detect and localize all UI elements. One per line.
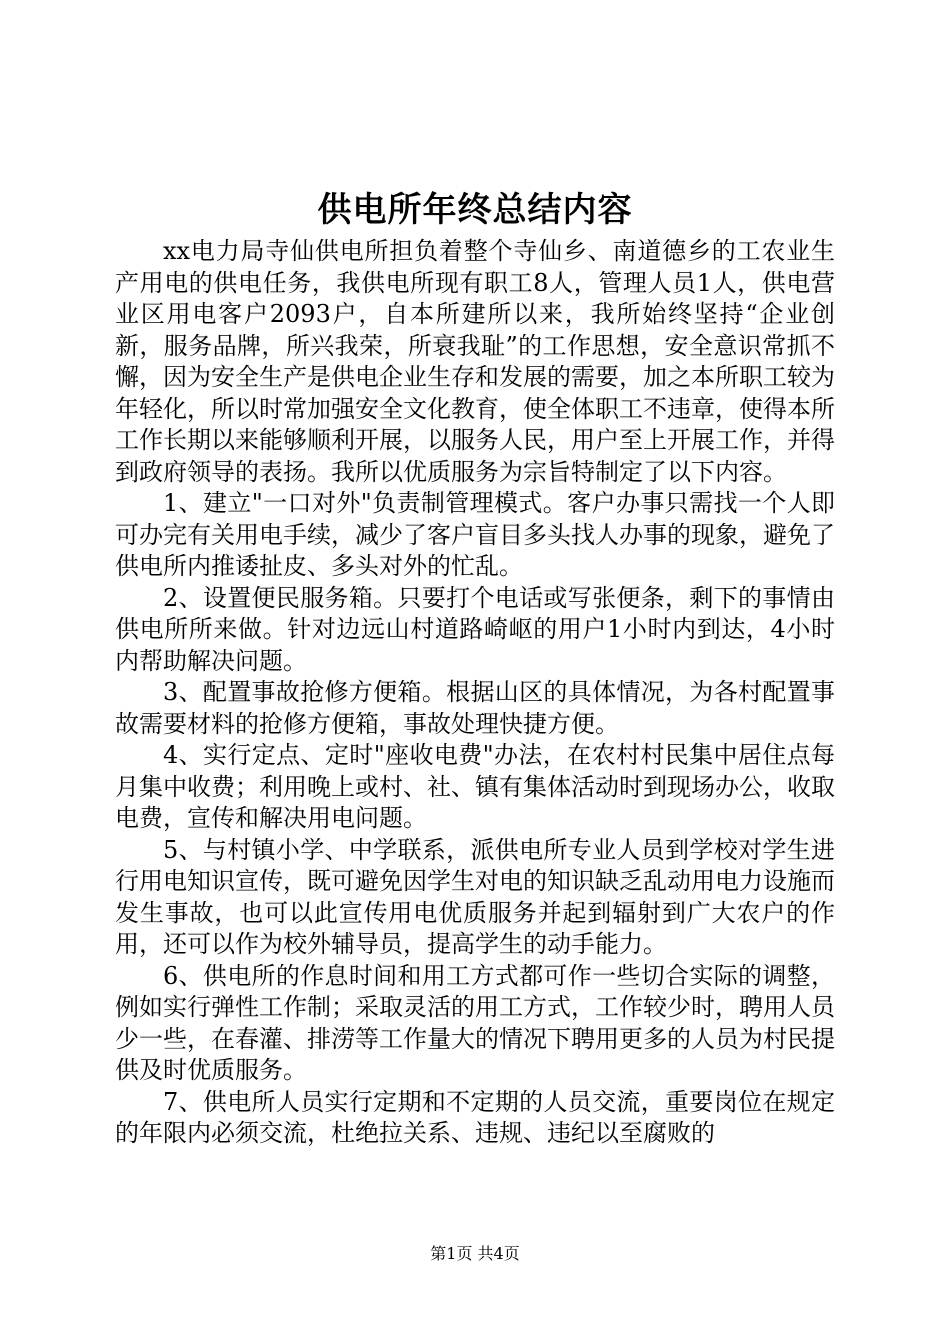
paragraph-item-5: 5、与村镇小学、中学联系，派供电所专业人员到学校对学生进行用电知识宣传，既可避免因学生对电的知识缺乏乱动用电力设施而发生事故，也可以此宣传用电优质服务并起到辐射到广大农户的作用，还可以作为校外辅导员，提高学生的动手能力。 bbox=[115, 835, 835, 958]
document-title: 供电所年终总结内容 bbox=[317, 190, 633, 230]
document-body bbox=[115, 236, 835, 1150]
paragraph-item-2: 2、设置便民服务箱。只要打个电话或写张便条，剩下的事情由供电所所来做。针对边远山村道路崎岖的用户1小时内到达，4小时内帮助解决问题。 bbox=[115, 583, 835, 675]
paragraph-item-6: 6、供电所的作息时间和用工方式都可作一些切合实际的调整，例如实行弹性工作制；采取灵活的用工方式，工作较少时，聘用人员少一些，在春灌、排涝等工作量大的情况下聘用更多的人员为村民提供及时优质服务。 bbox=[115, 961, 835, 1084]
paragraph-item-3: 3、配置事故抢修方便箱。根据山区的具体情况，为各村配置事故需要材料的抢修方便箱，事故处理快捷方便。 bbox=[115, 678, 835, 738]
paragraph-item-7: 7、供电所人员实行定期和不定期的人员交流，重要岗位在规定的年限内必须交流，杜绝拉关系、违规、违纪以至腐败的 bbox=[115, 1087, 835, 1147]
paragraph-item-1: 1、建立"一口对外"负责制管理模式。客户办事只需找一个人即可办完有关用电手续，减少了客户盲目多头找人办事的现象，避免了供电所内推诿扯皮、多头对外的忙乱。 bbox=[115, 489, 835, 580]
page-number-footer: 第1页 共4页 bbox=[430, 1244, 520, 1263]
paragraph-item-4: 4、实行定点、定时"座收电费"办法，在农村村民集中居住点每月集中收费；利用晚上或村、社、镇有集体活动时到现场办公，收取电费，宣传和解决用电问题。 bbox=[115, 741, 835, 832]
paragraph-intro: xx电力局寺仙供电所担负着整个寺仙乡、南道德乡的工农业生产用电的供电任务，我供电所现有职工8人，管理人员1人，供电营业区用电客户2093户，自本所建所以来，我所始终坚持“企业创新，服务品牌，所兴我荣，所衰我耻”的工作思想，安全意识常抓不懈，因为安全生产是供电企业生存和发展的需要，加之本所职工较为年轻化，所以时常加强安全文化教育，使全体职工不违章，使得本所工作长期以来能够顺利开展，以服务人民，用户至上开展工作，并得到政府领导的表扬。我所以优质服务为宗旨特制定了以下内容。 bbox=[115, 237, 835, 486]
